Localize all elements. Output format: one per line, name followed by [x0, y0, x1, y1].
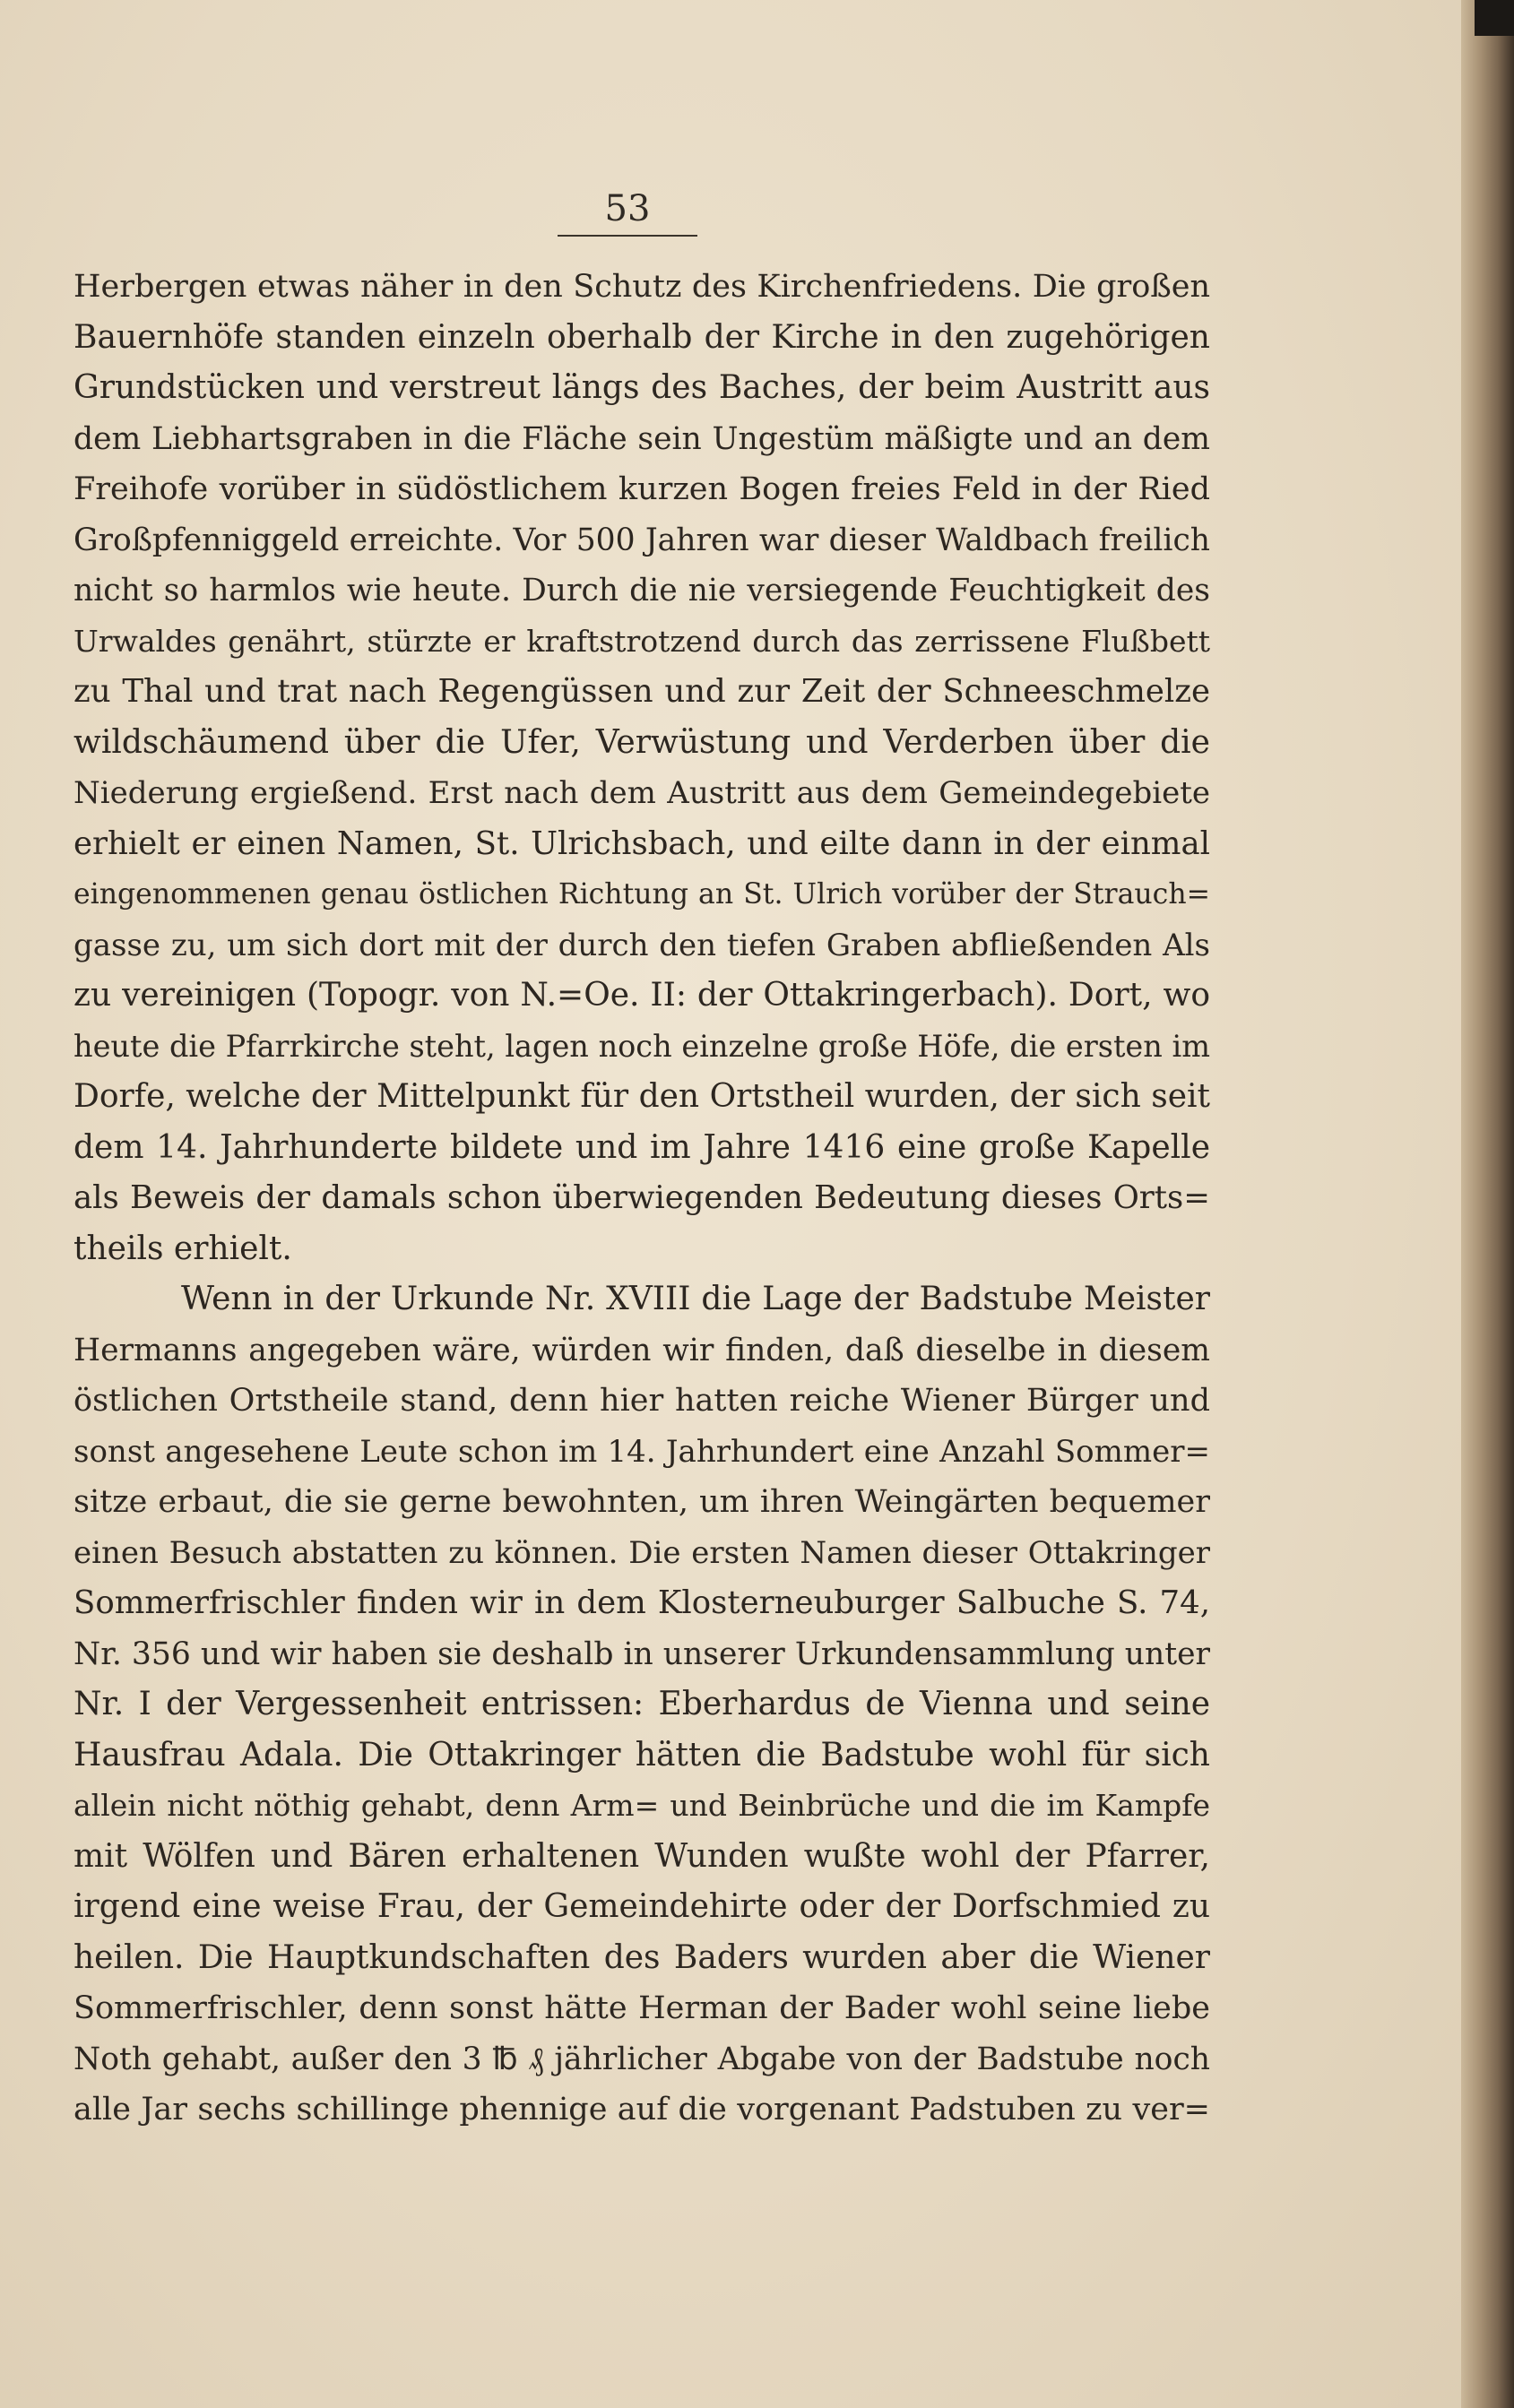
text-line: Hausfrau Adala. Die Ottakringer hätten die Badstube wohl für sich: [74, 1736, 1210, 1774]
text-line: theils erhielt.: [74, 1230, 292, 1267]
text-line: allein nicht nöthig gehabt, denn Arm= und Beinbrüche und die im Kampfe: [74, 1788, 1210, 1823]
text-line: sitze erbaut, die sie gerne bewohnten, um ihren Weingärten bequemer: [74, 1484, 1210, 1520]
text-line: als Beweis der damals schon überwiegenden Bedeutung dieses Orts=: [74, 1179, 1210, 1216]
text-line: Hermanns angegeben wäre, würden wir finden, daß dieselbe in diesem: [74, 1332, 1210, 1368]
text-line: Niederung ergießend. Erst nach dem Austritt aus dem Gemeindegebiete: [74, 775, 1210, 811]
text-line: zu vereinigen (Topogr. von N.=Oe. II: der Ottakringerbach). Dort, wo: [74, 977, 1210, 1014]
text-line: heute die Pfarrkirche steht, lagen noch einzelne große Höfe, die ersten im: [74, 1028, 1210, 1064]
text-line: dem Liebhartsgraben in die Fläche sein Ungestüm mäßigte und an dem: [74, 420, 1210, 457]
text-line: Großpfenniggeld erreichte. Vor 500 Jahren war dieser Waldbach freilich: [74, 522, 1210, 558]
text-line: nicht so harmlos wie heute. Durch die nie versiegende Feuchtigkeit des: [74, 573, 1210, 608]
text-line: östlichen Ortstheile stand, denn hier hatten reiche Wiener Bürger und: [74, 1383, 1210, 1419]
text-line: zu Thal und trat nach Regengüssen und zur Zeit der Schneeschmelze: [74, 673, 1210, 710]
text-line: Wenn in der Urkunde Nr. XVIII die Lage der Badstube Meister: [181, 1281, 1210, 1317]
text-line: gasse zu, um sich dort mit der durch den tiefen Graben abfließenden Als: [74, 927, 1210, 963]
text-line: irgend eine weise Frau, der Gemeindehirte oder der Dorfschmied zu: [74, 1888, 1210, 1925]
text-line: mit Wölfen und Bären erhaltenen Wunden wußte wohl der Pfarrer,: [74, 1837, 1210, 1875]
text-line: Herbergen etwas näher in den Schutz des Kirchenfriedens. Die großen: [74, 269, 1210, 305]
text-line: Urwaldes genährt, stürzte er kraftstrotzend durch das zerrissene Flußbett: [74, 623, 1210, 659]
text-line: heilen. Die Hauptkundschaften des Baders wurden aber die Wiener: [74, 1938, 1210, 1976]
text-line: Grundstücken und verstreut längs des Baches, der beim Austritt aus: [74, 369, 1210, 406]
text-line: alle Jar sechs schillinge phennige auf die vorgenant Padstuben zu ver=: [74, 2092, 1210, 2127]
text-line: erhielt er einen Namen, St. Ulrichsbach, und eilte dann in der einmal: [74, 824, 1210, 862]
gutter-shadow: [1475, 0, 1514, 36]
text-line: Sommerfrischler, denn sonst hätte Herman der Bader wohl seine liebe: [74, 1990, 1210, 2026]
body-text: [74, 262, 1210, 2136]
text-line: sonst angesehene Leute schon im 14. Jahrhundert eine Anzahl Sommer=: [74, 1433, 1210, 1470]
text-line: Dorfe, welche der Mittelpunkt für den Ortstheil wurden, der sich seit: [74, 1078, 1210, 1115]
text-line: Freihofe vorüber in südöstlichem kurzen Bogen freies Feld in der Ried: [74, 471, 1210, 507]
text-line: einen Besuch abstatten zu können. Die ersten Namen dieser Ottakringer: [74, 1534, 1210, 1571]
text-line: Sommerfrischler finden wir in dem Klosterneuburger Salbuche S. 74,: [74, 1584, 1210, 1621]
page-number-rule: [558, 235, 697, 237]
text-line: Nr. 356 und wir haben sie deshalb in unserer Urkundensammlung unter: [74, 1636, 1210, 1672]
text-line: eingenommenen genau östlichen Richtung an St. Ulrich vorüber der Strauch=: [74, 878, 1210, 911]
text-line: Nr. I der Vergessenheit entrissen: Eberhardus de Vienna und seine: [74, 1686, 1210, 1722]
text-line: dem 14. Jahrhunderte bildete und im Jahre 1416 eine große Kapelle: [74, 1128, 1210, 1166]
text-line: Bauernhöfe standen einzeln oberhalb der Kirche in den zugehörigen: [74, 318, 1210, 356]
text-line: wildschäumend über die Ufer, Verwüstung und Verderben über die: [74, 723, 1210, 761]
page-number: 53: [604, 188, 651, 229]
book-gutter: [1461, 0, 1514, 2408]
text-line: Noth gehabt, außer den 3 ℔ ₰ jährlicher Abgabe von der Badstube noch: [74, 2041, 1210, 2077]
